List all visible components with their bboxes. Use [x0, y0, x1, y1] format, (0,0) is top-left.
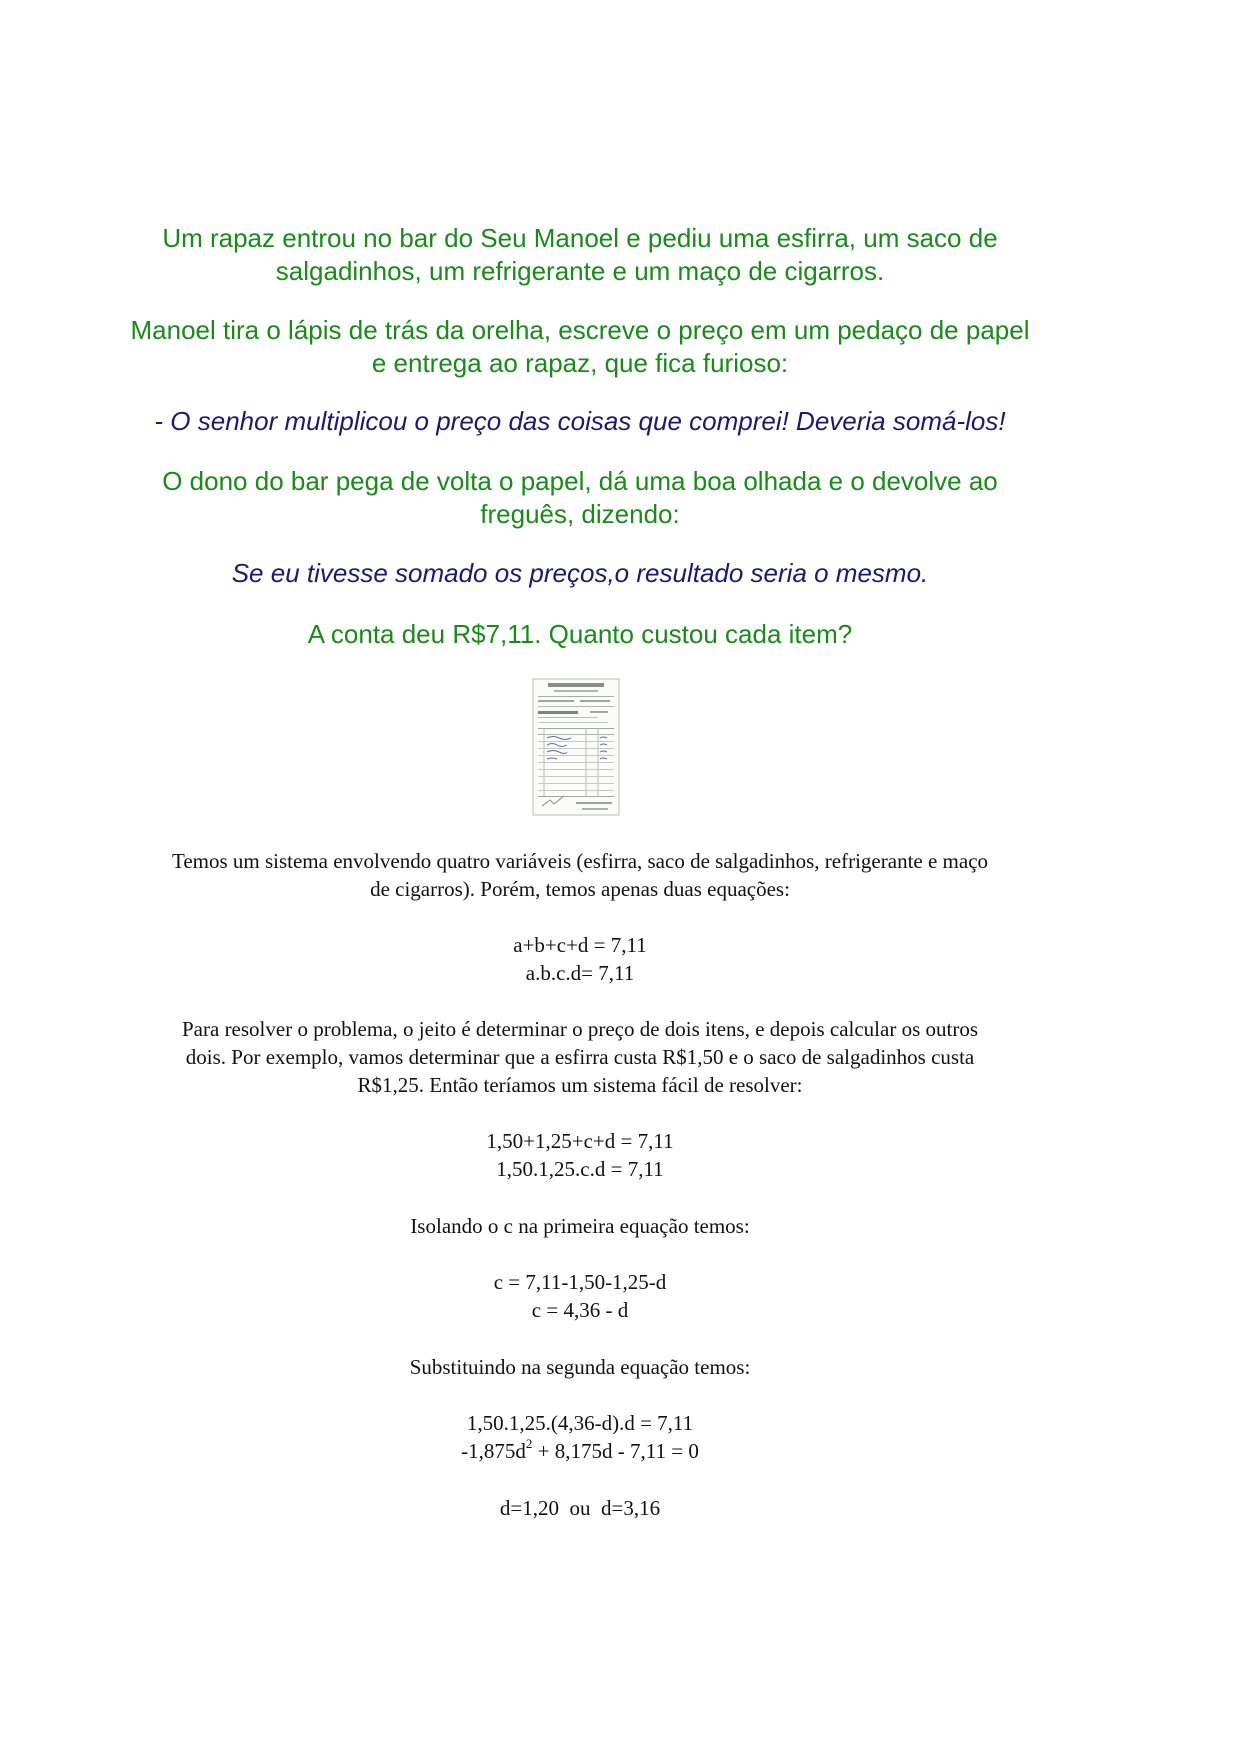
customer-quote: - O senhor multiplicou o preço das coisas que comprei! Deveria somá-los! — [154, 406, 1006, 436]
equation-system-1 — [80, 931, 1080, 987]
story-paragraph-1 — [80, 222, 1080, 288]
owner-quote: Se eu tivesse somado os preços,o resultado seria o mesmo. — [231, 558, 929, 588]
story-line: Manoel tira o lápis de trás da orelha, escreve o preço em um pedaço de papel — [130, 315, 1030, 345]
equation-system-4 — [80, 1409, 1080, 1465]
final-result: d=1,20 ou d=3,16 — [499, 1496, 661, 1520]
substitute-step: Substituindo na segunda equação temos: — [409, 1355, 751, 1379]
quadratic-rest: + 8,175d - 7,11 = 0 — [532, 1439, 699, 1463]
equation-line: c = 4,36 - d — [531, 1298, 629, 1322]
equation-system-2 — [80, 1127, 1080, 1183]
text-line: Temos um sistema envolvendo quatro variáveis (esfirra, saco de salgadinhos, refrigerante e maço — [171, 849, 989, 873]
story-line: Um rapaz entrou no bar do Seu Manoel e pediu uma esfirra, um saco de — [162, 223, 998, 253]
equation-line: 1,50+1,25+c+d = 7,11 — [486, 1129, 674, 1153]
equation-line: c = 7,11-1,50-1,25-d — [493, 1270, 667, 1294]
story-line: salgadinhos, um refrigerante e um maço de cigarros. — [275, 256, 885, 286]
text-line: Para resolver o problema, o jeito é determinar o preço de dois itens, e depois calcular os outros — [182, 1017, 978, 1041]
story-line: O dono do bar pega de volta o papel, dá uma boa olhada e o devolve ao — [162, 466, 998, 496]
text-line: de cigarros). Porém, temos apenas duas equações: — [370, 877, 790, 901]
story-paragraph-2 — [80, 314, 1080, 380]
isolate-step: Isolando o c na primeira equação temos: — [410, 1214, 750, 1238]
equation-system-3 — [80, 1268, 1080, 1324]
story-paragraph-4 — [80, 465, 1080, 531]
story-line: freguês, dizendo: — [480, 499, 680, 529]
solution-method — [80, 1015, 1080, 1099]
exponent: 2 — [525, 1436, 533, 1451]
equation-line: a.b.c.d= 7,11 — [525, 961, 635, 985]
problem-question: A conta deu R$7,11. Quanto custou cada item? — [307, 619, 853, 649]
text-line: dois. Por exemplo, vamos determinar que a esfirra custa R$1,50 e o saco de salgadinhos custa — [185, 1045, 975, 1069]
solution-intro — [80, 847, 1080, 903]
equation-line: a+b+c+d = 7,11 — [513, 933, 647, 957]
equation-line: 1,50.1,25.c.d = 7,11 — [496, 1157, 664, 1181]
text-line: R$1,25. Então teríamos um sistema fácil de resolver: — [357, 1073, 803, 1097]
quadratic-term: -1,875d — [461, 1439, 526, 1463]
equation-line: 1,50.1,25.(4,36-d).d = 7,11 — [466, 1411, 694, 1435]
story-line: e entrega ao rapaz, que fica furioso: — [371, 348, 789, 378]
quadratic-equation — [80, 1437, 1080, 1465]
receipt-icon — [532, 678, 620, 816]
